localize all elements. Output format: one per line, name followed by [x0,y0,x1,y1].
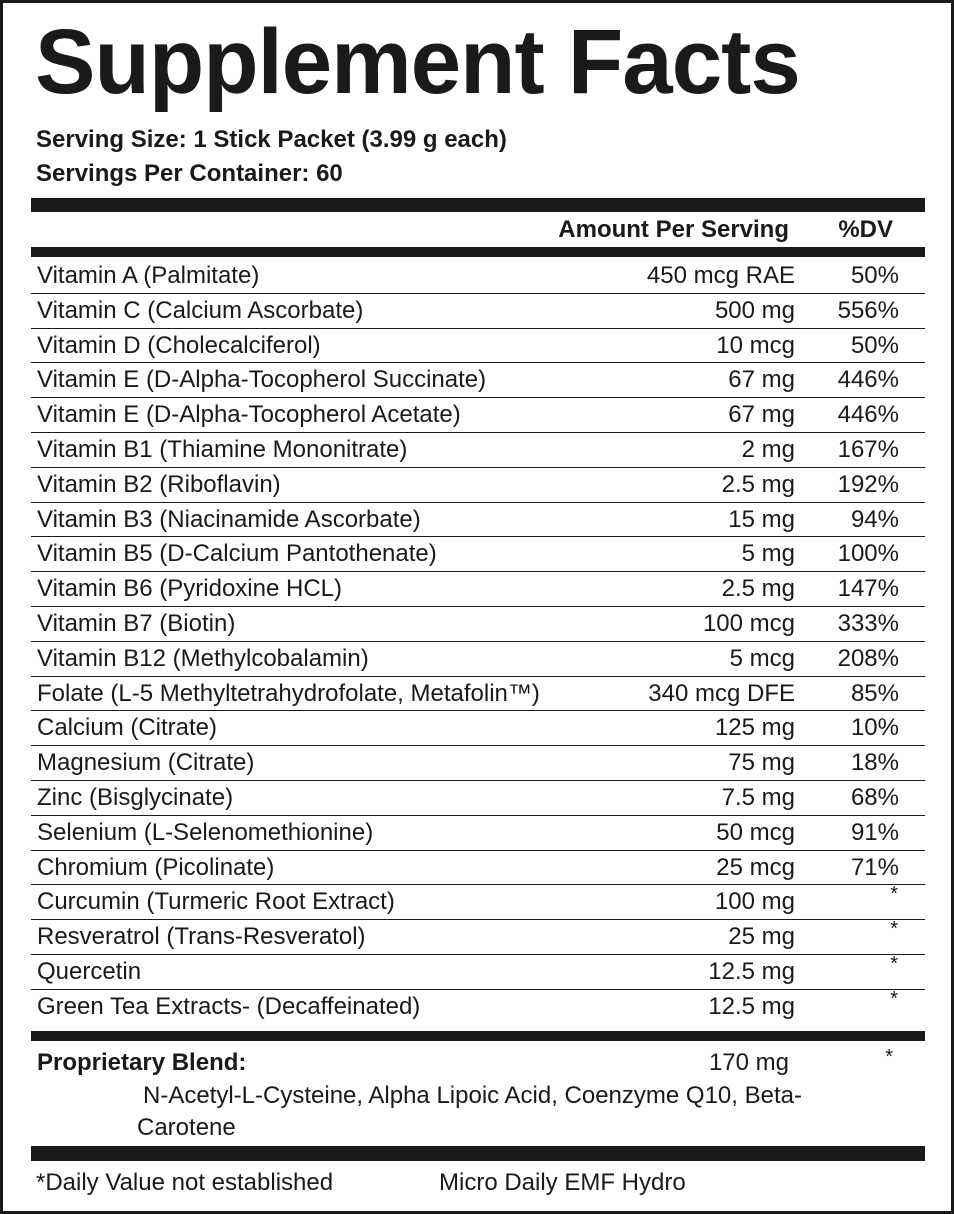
nutrient-amount: 25 mcg [716,853,795,881]
nutrient-name: Vitamin B1 (Thiamine Mononitrate) [37,435,408,463]
nutrient-name: Vitamin D (Cholecalciferol) [37,331,321,359]
nutrient-daily-value: * [890,952,898,975]
nutrient-amount: 15 mg [728,505,795,533]
nutrient-name: Vitamin B6 (Pyridoxine HCL) [37,575,343,603]
nutrient-name: Calcium (Citrate) [37,714,218,742]
nutrient-name: Vitamin B5 (D-Calcium Pantothenate) [37,540,437,568]
nutrient-amount: 12.5 mg [708,992,795,1020]
nutrient-amount: 340 mcg DFE [648,679,795,707]
amount-per-serving-header: Amount Per Serving [558,216,789,243]
nutrient-amount: 2 mg [741,435,795,463]
nutrient-name: Vitamin B12 (Methylcobalamin) [37,644,369,672]
table-row [31,572,925,607]
table-row [31,363,925,398]
nutrient-name: Vitamin B3 (Niacinamide Ascorbate) [37,505,421,533]
header-divider [31,247,925,257]
nutrient-amount: 50 mcg [716,818,795,846]
table-row [31,329,925,364]
nutrient-name: Magnesium (Citrate) [37,749,255,777]
thick-divider-bottom [31,1146,925,1161]
serving-size: Serving Size: 1 Stick Packet (3.99 g each) [36,126,507,153]
nutrient-daily-value: 94% [850,505,899,533]
product-name: Micro Daily EMF Hydro [439,1169,686,1196]
nutrient-name: Vitamin A (Palmitate) [37,262,260,289]
nutrient-daily-value: 10% [850,714,899,742]
nutrient-daily-value: 18% [850,749,899,777]
nutrient-daily-value: 68% [850,783,899,811]
nutrient-name: Vitamin C (Calcium Ascorbate) [37,296,364,324]
table-row [31,851,925,886]
nutrient-amount: 100 mcg [702,609,795,637]
table-row [31,259,925,294]
nutrient-amount: 67 mg [728,366,795,394]
nutrient-name: Folate (L-5 Methyltetrahydrofolate, Metafolin™) [37,679,540,707]
nutrient-name: Selenium (L-Selenomethionine) [37,818,374,846]
nutrient-daily-value: 446% [837,401,899,429]
servings-per-container: Servings Per Container: 60 [36,160,343,187]
nutrient-daily-value: * [890,987,898,1010]
table-row [31,503,925,538]
nutrient-amount: 12.5 mg [708,957,795,985]
nutrient-amount: 75 mg [728,749,795,777]
table-row [31,920,925,955]
nutrient-daily-value: 446% [837,366,899,394]
table-row [31,952,925,990]
nutrient-daily-value: 85% [850,679,899,707]
nutrient-daily-value: 147% [837,575,899,603]
nutrient-amount: 67 mg [728,401,795,429]
nutrient-amount: 450 mcg RAE [646,262,795,289]
table-row [31,781,925,816]
table-row [31,711,925,746]
nutrient-amount: 5 mg [741,540,795,568]
table-row [31,642,925,677]
table-row [31,607,925,642]
table-row [31,816,925,851]
nutrient-amount: 100 mg [714,888,795,916]
table-row [31,537,925,572]
table-row [31,885,925,920]
blend-divider [31,1031,925,1041]
nutrient-amount: 2.5 mg [721,470,795,498]
nutrient-daily-value: * [890,883,898,906]
nutrient-daily-value: 50% [850,331,899,359]
thick-divider-top [31,198,925,212]
nutrient-daily-value: 208% [837,644,899,672]
nutrient-daily-value: 71% [850,853,899,881]
nutrient-daily-value: 556% [837,296,899,324]
proprietary-blend-label: Proprietary Blend: [37,1049,247,1076]
nutrient-daily-value: 333% [837,609,899,637]
nutrient-daily-value: * [890,918,898,941]
nutrient-name: Resveratrol (Trans-Resveratol) [37,923,366,951]
daily-value-footnote: *Daily Value not established [36,1169,334,1196]
nutrient-daily-value: 91% [850,818,899,846]
table-row [31,398,925,433]
daily-value-header: %DV [838,216,893,243]
nutrient-name: Vitamin E (D-Alpha-Tocopherol Acetate) [37,401,461,429]
table-row [31,468,925,503]
proprietary-blend-dv: * [885,1046,893,1068]
nutrient-amount: 500 mg [714,296,795,324]
nutrient-name: Vitamin B7 (Biotin) [37,609,236,637]
nutrient-daily-value: 167% [837,435,899,463]
nutrient-daily-value: 50% [850,262,899,289]
nutrient-name: Zinc (Bisglycinate) [37,783,234,811]
nutrient-name: Vitamin B2 (Riboflavin) [37,470,281,498]
table-row [31,433,925,468]
nutrient-table [31,259,925,1025]
nutrient-name: Quercetin [37,957,142,985]
nutrient-amount: 125 mg [714,714,795,742]
table-row [31,294,925,329]
proprietary-blend-ingredients: N-Acetyl-L-Cysteine, Alpha Lipoic Acid, Coenzyme Q10, Beta-Carotene [137,1082,802,1141]
table-row [31,677,925,712]
nutrient-amount: 5 mcg [729,644,795,672]
panel-title: Supplement Facts [35,11,800,113]
nutrient-amount: 7.5 mg [721,783,795,811]
nutrient-name: Curcumin (Turmeric Root Extract) [37,888,395,916]
nutrient-amount: 2.5 mg [721,575,795,603]
nutrient-daily-value: 100% [837,540,899,568]
proprietary-blend-amount: 170 mg [708,1049,789,1076]
nutrient-daily-value: 192% [837,470,899,498]
nutrient-amount: 10 mcg [716,331,795,359]
table-row [31,987,925,1025]
nutrient-name: Green Tea Extracts- (Decaffeinated) [37,992,421,1020]
nutrient-amount: 25 mg [728,923,795,951]
nutrient-name: Vitamin E (D-Alpha-Tocopherol Succinate) [37,366,487,394]
table-row [31,746,925,781]
nutrient-name: Chromium (Picolinate) [37,853,275,881]
